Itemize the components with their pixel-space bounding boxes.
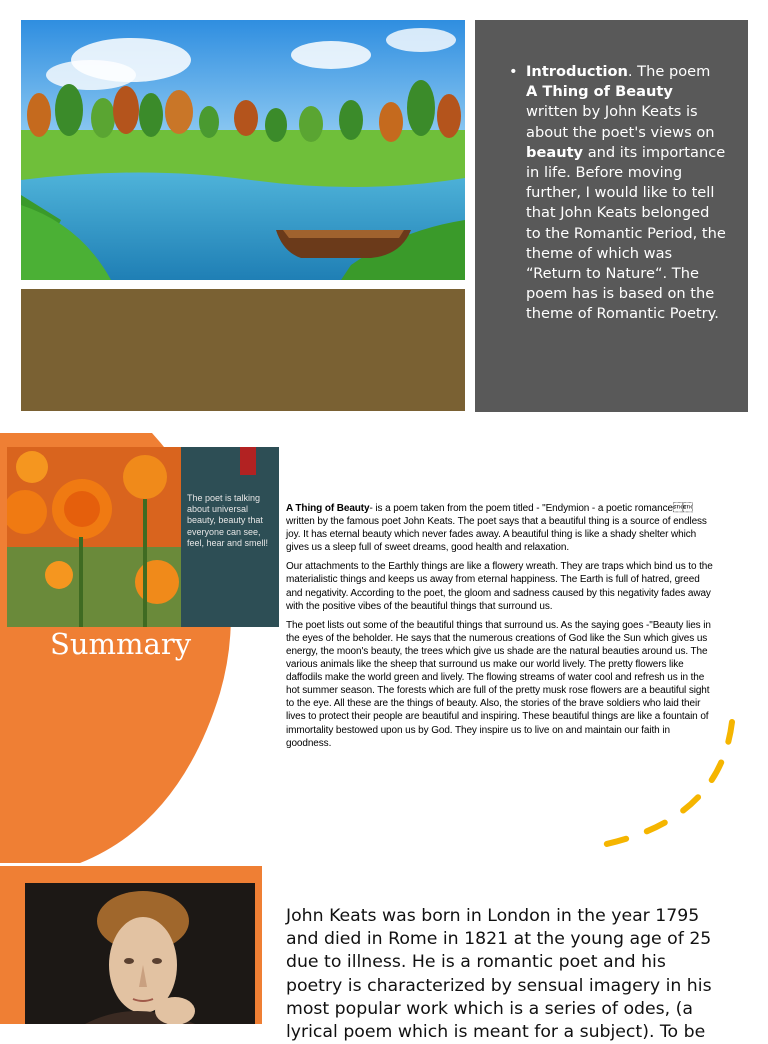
intro-text: • Introduction. The poem A Thing of Beauty written by John Keats is about the poet's views on beauty and its importance in life. Before moving further, I would like to tell that John Keats belonged to the Romantic Period, the theme of which was “Return to Nature“. The poem has is based on the theme of Romantic Poetry.	[509, 63, 726, 323]
poem-title-inline: A Thing of Beauty	[286, 503, 370, 514]
brown-placeholder-block	[21, 289, 465, 411]
summary-heading: Summary	[50, 627, 192, 661]
bullet-icon: •	[509, 63, 518, 80]
keats-biography: John Keats was born in London in the year 1795 and died in Rome in 1821 at the young age of 25 due to illness. He is a romantic poet and his poetry is characterized by sensual imagery in his most popular work which is a series of odes, (a lyrical poem which is meant for a subject). To be	[286, 906, 712, 1043]
summary-paragraph: The poet lists out some of the beautiful things that surround us. As the saying goes -"Beauty lies in the eyes of the beholder. He says that the numerous creations of God like the Sun which gives us energy, the moon's beauty, the trees which give us shade are the natural beauties around us. The various animals like the sheep that surround us make our world lively. The pretty flowers like daffodils make the world green and lively. The flowing streams of water cool and refresh us in the hot summer season. The forests which are full of the pretty musk rose flowers are a beautiful sight to the eye. All these are the things of beauty. Also, the stories of the brave soldiers who laid their lives to protect their people are beautiful and inspiring. These beautiful things are like a fountain of immortality bestowed upon us by God. They inspire us to live on and maintain our faith in goodness.	[286, 619, 711, 749]
intro-panel	[475, 20, 748, 412]
keats-portrait	[25, 883, 255, 1024]
summary-paragraph: A Thing of Beauty- is a poem taken from the poem titled - "Endymion - a poetic romance written by the famous poet John Keats. The poet says that a beautiful thing is a source of endless joy. It has eternal beauty which never fades away. A beautiful thing is like a shady shelter which gives us a sleep full of sweet dreams, good health and relaxation.	[286, 503, 707, 554]
beauty-keyword: beauty	[526, 143, 584, 161]
summary-paragraph: Our attachments to the Earthly things are like a flowery wreath. They are traps which bind us to the materialistic things and keeps us away from eternal happiness. The Earth is full of hatred, greed and negativity. According to the poet, the gloom and sadness caused by this negativity fades away with the positive vibes of the beautiful things that surround us.	[286, 561, 713, 612]
marigold-illustration	[7, 447, 279, 627]
dashed-curve-decoration	[560, 710, 760, 860]
intro-lead: Introduction	[526, 63, 628, 80]
poem-title: A Thing of Beauty	[526, 83, 673, 101]
marigold-photo	[7, 447, 279, 627]
portrait-illustration	[25, 883, 255, 1024]
image-caption: The poet is talking about universal beauty, beauty that everyone can see, feel, hear and smell!	[187, 493, 269, 548]
lake-landscape-illustration	[21, 20, 465, 280]
lake-landscape-image	[21, 20, 465, 280]
